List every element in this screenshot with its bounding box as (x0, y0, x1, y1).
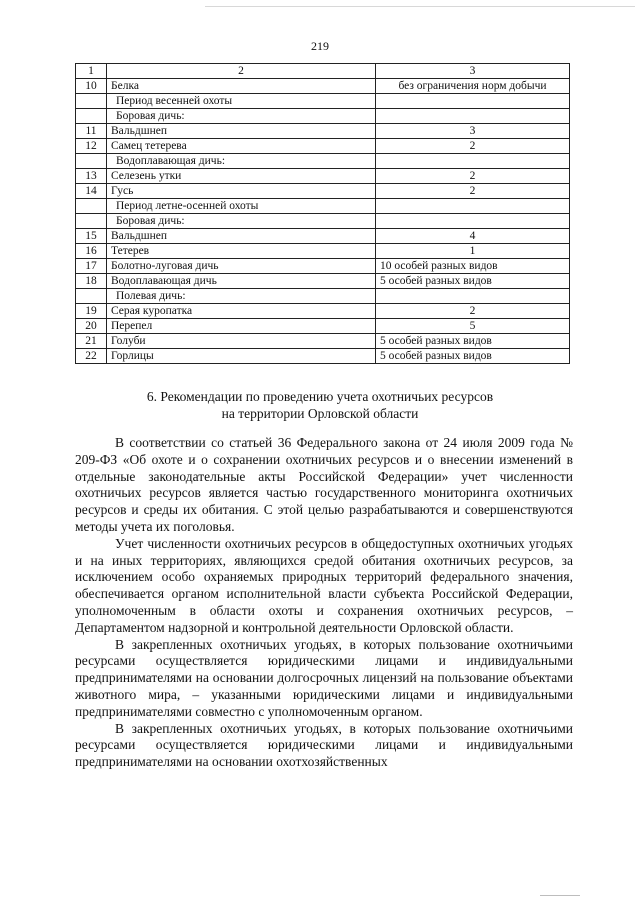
page-number: 219 (311, 39, 329, 53)
table-row (76, 304, 570, 319)
cell-name: Водоплавающая дичь: (107, 154, 376, 169)
header-col-1: 1 (76, 64, 107, 79)
table-row (76, 259, 570, 274)
cell-num: 18 (76, 274, 107, 289)
cell-num: 14 (76, 184, 107, 199)
table-row (76, 109, 570, 124)
cell-name: Болотно-луговая дичь (107, 259, 376, 274)
table-row (76, 319, 570, 334)
section-title-line-1: 6. Рекомендации по проведению учета охотничьих ресурсов (146, 389, 494, 404)
cell-quota: 2 (376, 304, 570, 319)
table-row (76, 124, 570, 139)
paragraph: В соответствии со статьей 36 Федерального закона от 24 июля 2009 года № 209-ФЗ «Об охоте и о сохранении охотничьих ресурсов и о внесении изменений в отдельные законодательные акты Российской Федерации» учет численности охотничьих ресурсов является частью государственного мониторинга охотничьих ресурсов и среды их обитания. С этой целью разрабатываются и совершенствуются методы учета их поголовья. (75, 435, 573, 534)
cell-name: Период летне-осенней охоты (107, 199, 376, 214)
paragraph: В закрепленных охотничьих угодьях, в которых пользование охотничьими ресурсами осуществляется юридическими лицами и индивидуальными предпринимателями на основании долгосрочных лицензий на пользование объектами животного мира, – указанными юридическими лицами и индивидуальными предпринимателями совместно с уполномоченным органом. (75, 636, 573, 719)
section-heading (70, 388, 570, 422)
cell-name: Горлицы (107, 349, 376, 364)
table-header-row (76, 64, 570, 79)
cell-name: Вальдшнеп (107, 229, 376, 244)
cell-quota: 4 (376, 229, 570, 244)
cell-num: 15 (76, 229, 107, 244)
cell-num: 22 (76, 349, 107, 364)
section-title-line-2: на территории Орловской области (221, 406, 419, 421)
cell-name: Боровая дичь: (107, 214, 376, 229)
cell-quota: 5 особей разных видов (376, 334, 570, 349)
cell-name: Водоплавающая дичь (107, 274, 376, 289)
cell-name: Белка (107, 79, 376, 94)
cell-num: 11 (76, 124, 107, 139)
table-row (76, 199, 570, 214)
table-row (76, 334, 570, 349)
cell-num (76, 289, 107, 304)
cell-name: Период весенней охоты (107, 94, 376, 109)
cell-quota: 5 (376, 319, 570, 334)
cell-num: 19 (76, 304, 107, 319)
cell-name: Перепел (107, 319, 376, 334)
cell-quota: 10 особей разных видов (376, 259, 570, 274)
cell-num: 10 (76, 79, 107, 94)
cell-name: Селезень утки (107, 169, 376, 184)
cell-quota (376, 289, 570, 304)
cell-name: Тетерев (107, 244, 376, 259)
table-row (76, 244, 570, 259)
table-row (76, 169, 570, 184)
table-row (76, 289, 570, 304)
cell-quota (376, 214, 570, 229)
table-row (76, 229, 570, 244)
cell-quota (376, 109, 570, 124)
cell-quota: без ограничения норм добычи (376, 79, 570, 94)
table-row (76, 139, 570, 154)
cell-name: Боровая дичь: (107, 109, 376, 124)
cell-quota: 2 (376, 139, 570, 154)
cell-quota: 5 особей разных видов (376, 274, 570, 289)
cell-name: Вальдшнеп (107, 124, 376, 139)
table-row (76, 349, 570, 364)
cell-num: 16 (76, 244, 107, 259)
bag-limit-table (75, 63, 570, 364)
cell-num: 13 (76, 169, 107, 184)
cell-quota: 1 (376, 244, 570, 259)
cell-name: Серая куропатка (107, 304, 376, 319)
cell-num: 17 (76, 259, 107, 274)
cell-num (76, 154, 107, 169)
cell-num: 12 (76, 139, 107, 154)
table-row (76, 154, 570, 169)
cell-num: 21 (76, 334, 107, 349)
paragraph: В закрепленных охотничьих угодьях, в которых пользование охотничьими ресурсами осуществляется юридическими лицами и индивидуальными предпринимателями на основании охотхозяйственных (75, 720, 573, 770)
header-col-2: 2 (107, 64, 376, 79)
paragraph: Учет численности охотничьих ресурсов в общедоступных охотничьих угодьях и на иных территориях, являющихся средой обитания охотничьих ресурсов, за исключением особо охраняемых природных территорий федерального значения, обеспечивается органом исполнительной власти субъекта Российской Федерации, уполномоченным в области охоты и сохранения охотничьих ресурсов, – Департаментом надзорной и контрольной деятельности Орловской области. (75, 535, 573, 635)
section-body (75, 435, 573, 771)
cell-num (76, 199, 107, 214)
cell-quota: 5 особей разных видов (376, 349, 570, 364)
scan-artifact-top (205, 6, 635, 7)
table-row (76, 79, 570, 94)
header-col-3: 3 (376, 64, 570, 79)
cell-quota (376, 94, 570, 109)
cell-name: Самец тетерева (107, 139, 376, 154)
cell-num (76, 214, 107, 229)
cell-num (76, 94, 107, 109)
cell-quota: 2 (376, 169, 570, 184)
table-row (76, 274, 570, 289)
cell-num: 20 (76, 319, 107, 334)
table-row (76, 94, 570, 109)
cell-quota: 2 (376, 184, 570, 199)
table-row (76, 214, 570, 229)
cell-num (76, 109, 107, 124)
cell-name: Гусь (107, 184, 376, 199)
scan-artifact-bottom (540, 895, 580, 896)
table-row (76, 184, 570, 199)
cell-quota: 3 (376, 124, 570, 139)
cell-name: Голуби (107, 334, 376, 349)
cell-quota (376, 199, 570, 214)
cell-quota (376, 154, 570, 169)
cell-name: Полевая дичь: (107, 289, 376, 304)
